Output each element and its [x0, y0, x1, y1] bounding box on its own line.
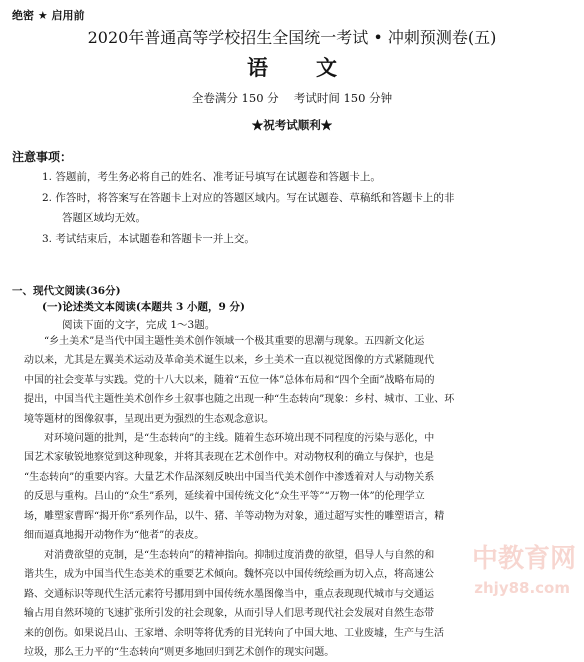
- subject-title: [0, 52, 584, 82]
- exam-info: 全卷满分 150 分 考试时间 150 分钟: [191, 91, 393, 105]
- text-line: 境等题材的图像叙事，呈现出更为强烈的生态观念意识。: [24, 413, 274, 425]
- subject-char-2: 文: [316, 56, 337, 80]
- text-line: “生态转向”的重要内容。大量艺术作品深刻反映出中国当代美术创作中渗透着对人与动物关系: [24, 471, 435, 483]
- reading-instruction: 阅读下面的文字，完成 1～3题。: [62, 319, 216, 331]
- text-line: 对环境问题的批判，是“生态转向”的主线。随着生态环境出现不同程度的污染与恶化，中: [44, 433, 435, 444]
- text-line: 细而逼真地揭开动物作为“他者”的表皮。: [24, 529, 205, 541]
- watermark-logo: 中教育网: [471, 544, 576, 574]
- section-heading: 一、现代文阅读(36分): [12, 285, 121, 297]
- exam-title: 2020年普通高等学校招生全国统一考试 • 冲刺预测卷(五): [87, 28, 497, 47]
- text-line: 中国的社会变革与实践。党的十八大以来，随着“五位一体”总体布局和“四个全面”战略布局的: [24, 374, 435, 386]
- notice-heading: 注意事项：: [12, 150, 73, 164]
- notice-item-3: 3. 考试结束后，本试题卷和答题卡一并上交。: [42, 233, 255, 245]
- paragraph-1: [24, 332, 564, 429]
- paragraph-2: [24, 429, 564, 545]
- notice-item-1: 1. 答题前，考生务必将自己的姓名、准考证号填写在试题卷和答题卡上。: [42, 171, 381, 183]
- text-line: 输占用自然环境的飞速扩张所引发的社会现象，从而引导人们思考现代社会发展对自然生态带: [24, 608, 434, 620]
- text-line: 路、交通标识等现代生活元素符号挪用到中国传统水墨图像当中，重点表现现代城市与交通运: [24, 588, 434, 600]
- confidential-label: 绝密 ★ 启用前: [12, 9, 85, 22]
- good-luck-text: ★祝考试顺利★: [251, 118, 333, 132]
- text-line: 谐共生，成为中国当代生态美术的重要艺术倾向。魏怀亮以中国传统绘画为切入点，将高速公: [24, 569, 434, 581]
- text-line: 垃圾，那么王力平的“生态转向”则更多地回归到艺术创作的现实问题。: [24, 646, 335, 658]
- watermark-url: zhjy88.com: [474, 579, 570, 597]
- text-line: 场，雕塑家曹晖“揭开你”系列作品，以牛、猪、羊等动物为对象，通过超写实性的雕塑语言，精: [24, 510, 445, 522]
- subsection-heading: (一)论述类文本阅读(本题共 3 小题，9 分): [42, 301, 245, 313]
- notice-item-2-cont: 答题区域均无效。: [62, 212, 146, 224]
- text-line: 国艺术家敏锐地察觉到这种现象，并将其表现在艺术创作中。对动物权利的确立与保护，也是: [24, 452, 434, 464]
- text-line: 动以来，尤其是左翼美术运动及革命美术诞生以来，乡土美术一直以视觉图像的方式紧随现代: [24, 355, 434, 367]
- text-line: 来的创伤。如果说吕山、王家增、余明等将优秀的目光转向了中国大地、工业废墟，生产与生活: [24, 627, 444, 639]
- notice-item-2: 2. 作答时，将答案写在答题卡上对应的答题区域内。写在试题卷、草稿纸和答题卡上的非: [42, 192, 455, 204]
- subject-char-1: 语: [247, 56, 268, 80]
- text-line: 提出，中国当代主题性美术创作乡土叙事也随之出现一种“生态转向”现象：乡村、城市、工业、环: [24, 394, 455, 406]
- text-line: “乡土美术”是当代中国主题性美术创作领域一个极其重要的思潮与现象。五四新文化运: [44, 336, 425, 347]
- text-line: 对消费欲望的克制，是“生态转向”的精神指向。抑制过度消费的欲望，倡导人与自然的和: [44, 550, 435, 561]
- text-line: 的反思与重构。吕山的“众生”系列，延续着中国传统文化“众生平等”“万物一体”的伦理学立: [24, 491, 425, 503]
